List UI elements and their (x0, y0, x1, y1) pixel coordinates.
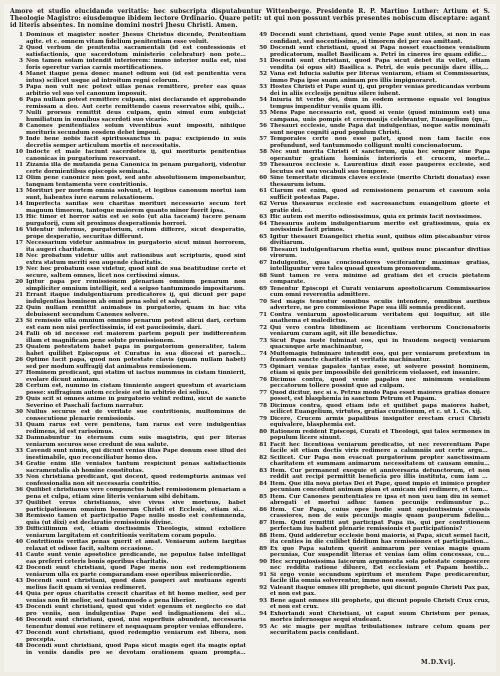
thesis-item (10, 45, 246, 58)
thesis-item (254, 97, 490, 110)
thesis-item (254, 585, 490, 598)
thesis-number: 29 (15, 396, 23, 402)
thesis-number: 68 (259, 272, 267, 279)
thesis-text: Videntur infernus, purgatorium, celum differre, sicut desperatio, prope desperatio, securitas differunt. (26, 227, 246, 240)
thesis-item (254, 234, 490, 247)
thesis-number: 24 (15, 331, 23, 337)
thesis-text: Sed magis tenentur omnibus oculis intendere, omnibus auribus advertere, ne pro commissione Pape sua illi somnia predicent. (270, 298, 490, 311)
thesis-text: Dicimus contra, quod venie papales nec minimum venialium peccatorum tollere possint quo ad culpam. (270, 376, 490, 389)
thesis-text: Bene agant omnes illi prophete, qui dicunt populo Christi Crux crux, et non est crux. (270, 597, 490, 610)
thesis-text: Verus thesaurus ecclesie est sacrosanctum euangelium glorie et gratie dei. (270, 201, 490, 214)
thesis-number: 90 (259, 558, 267, 565)
thesis-text: Papa nullam potest remittere culpam, nisi declarando et approbando remissam a deo. Aut certe remittendo casus reservatos sibi, quibus (26, 97, 246, 110)
thesis-number: 86 (259, 506, 267, 513)
thesis-item (254, 520, 490, 533)
thesis-text: Nulli prorsus remittit deus culpam, quin simul eum subijciat humiliatum in omnibus sacerdoti suo vicario. (26, 110, 246, 123)
thesis-number: 74 (259, 350, 267, 357)
thesis-number: 1 (19, 32, 23, 38)
thesis-number: 85 (259, 493, 267, 500)
thesis-item (10, 422, 246, 435)
thesis-item (254, 455, 490, 468)
thesis-text: Scilicet. Cur Papa non evacuat purgatorium propter sanctissimam charitatem et summam animarum necessitatem ut causam omnium (270, 454, 490, 467)
thesis-text: Docendi sunt christiani, quod Pape mens non est redemptionem veniarum ulla ex parte comparandam esse operibus misericordie. (26, 565, 246, 578)
thesis-item (254, 175, 490, 188)
thesis-number: 30 (15, 409, 23, 415)
thesis-number: 9 (19, 136, 23, 142)
thesis-item (10, 344, 246, 357)
thesis-text: Difficillimum est, etiam doctissimis Theologis, simul extollere veniarum largitatem et contritionis veritatem coram populo. (26, 526, 246, 539)
thesis-text: Quis scit si omnes anime in purgatorio velint redimi, sicut de sancto Severino et Paschali factum narratur. (26, 396, 246, 409)
thesis-text: Qui vero contra libidinem ac licentiam verborum Concionatoris veniarum curam agit, sit ille benedictus. (270, 324, 490, 337)
thesis-item (10, 214, 246, 227)
thesis-text: Ac sic magis per multas tribulationes intrare celum quam per securitatem pacis confidant. (270, 623, 490, 636)
thesis-text: Hic autem est merito odiosissimus, quia ex primis facit novissimos. (270, 214, 482, 220)
thesis-item (10, 240, 246, 253)
thesis-item (10, 383, 246, 396)
thesis-item (10, 357, 246, 370)
thesis-number: 69 (259, 285, 267, 292)
thesis-number: 71 (259, 311, 267, 318)
thesis-number: 25 (15, 344, 23, 350)
thesis-number: 46 (15, 617, 23, 623)
thesis-text: Contra veniarum apostolicarum veritatem qui loquitur, sit ille anathema et maledictus. (270, 311, 490, 324)
thesis-number: 60 (259, 175, 267, 181)
thesis-item (10, 526, 246, 539)
thesis-text: Hec scrupulosissima laicorum argumenta sola potestate compescere nec reddita ratione diluere, Est ecclesiam et Papam hostibus (270, 558, 490, 571)
thesis-number: 5 (19, 84, 23, 90)
thesis-number: 78 (259, 402, 267, 409)
thesis-number: 67 (259, 259, 267, 266)
thesis-text: Quod verbum de penitentia sacramentali (id est confessionis et satisfactionis, que sacerdotum ministerio celebratur) non potest (26, 45, 246, 58)
thesis-item (10, 461, 246, 474)
thesis-number: 18 (15, 253, 23, 259)
thesis-number: 76 (259, 376, 267, 383)
thesis-number: 41 (15, 552, 23, 558)
thesis-text: Docendi sunt christiani, quod qui videt egenum et neglecto eo dat pro veniis, non indulgentias Pape sed indignationem dei sibi (26, 604, 246, 617)
thesis-item (10, 253, 246, 266)
thesis-number: 28 (15, 383, 23, 389)
thesis-text: Rationem reddent Episcopi, Curati et Theologi, qui tales sermones in populum licere sinunt. (270, 428, 490, 441)
thesis-item (254, 149, 490, 162)
thesis-number: 16 (15, 227, 23, 233)
date-footer: M.D.Xvij. (421, 659, 456, 666)
thesis-item (10, 201, 246, 214)
thesis-item (10, 292, 246, 305)
thesis-text: Thesauros ecclesie s. Laurentius dixit esse pauperes ecclesie, sed locutus est usu vocabuli suo tempore. (270, 162, 490, 175)
thesis-text: Docendi sunt christiani, quod, nisi superfluis abundent, necessaria tenentur domui sue retinere et nequaquam propter venias effundere. (26, 617, 246, 630)
thesis-item (10, 305, 246, 318)
thesis-item (10, 513, 246, 526)
thesis-text: Valeant itaque omnes illi prophete, qui dicunt populo Christi Pax pax, et non est pax. (270, 584, 490, 597)
theses-columns (10, 32, 490, 656)
thesis-item (10, 331, 246, 344)
thesis-item (10, 487, 246, 500)
thesis-text: Remissio tamen et participatio Pape nullo modo est contemnenda, quia (ut dixi) est declaratio remissionis divine. (26, 513, 246, 526)
thesis-text: Ex quo Papa salutem querit animarum per venias magis quam pecunias, Cur suspendit literas et venias iam olim concessas, cum (270, 545, 490, 558)
thesis-number: 31 (15, 422, 23, 428)
thesis-number: 15 (15, 214, 23, 220)
thesis-item (254, 611, 490, 624)
document-header: Amore et studio elucidande veritatis: hec subscripta disputabuntur Wittenberge. Presidente R. P. Martino Luther: Artium et S. Theologie Magistro: eiusdemque ibidem lectore Ordinario. Quare petit: ut qui non possunt verbis presentes nobiscum disceptare: agant id literis absentes. In nomine domini nostri Jhesu Christi. Amen. (10, 8, 490, 29)
thesis-item (254, 312, 490, 325)
thesis-number: 52 (259, 71, 267, 77)
thesis-number: 59 (259, 162, 267, 168)
thesis-number: 91 (259, 571, 267, 578)
thesis-text: Iniuria fit verbo dei, dum in eodem sermone equale vel longius tempus impenditur veniis quam illi. (270, 97, 490, 110)
thesis-item (10, 84, 246, 97)
thesis-item (254, 559, 490, 572)
thesis-text: Docendi sunt christiani, quod si Papa nosset exactiones venialium predicatorum, mallet Basilicam s. Petri in cineres ire quam edificari (270, 45, 490, 58)
thesis-text: Non christiana predicant, qui docent, quod redempturis animas vel confessionalia non sit necessaria contritio. (26, 474, 246, 487)
thesis-text: Tenentur Episcopi et Curati veniarum apostolicarum Commissarios cum omni reverentia admittere. (270, 285, 490, 298)
thesis-item (10, 318, 246, 331)
thesis-item (10, 500, 246, 513)
thesis-number: 3 (19, 58, 23, 64)
thesis-item (254, 481, 490, 494)
thesis-text: Quin nullam remittit animabus in purgatorio, quam in hac vita debuissent secundum Canones solvere. (26, 305, 246, 318)
thesis-text: Non tamen solam intendit interiorem: immo interior nulla est, nisi foris operetur varias carnis mortificationes. (26, 58, 246, 71)
thesis-text: Facit hec licentiosa veniarum predicatio, ut nec reverentiam Pape facile sit etiam doctis viris redimere a calumniis aut certe argutis (270, 441, 490, 454)
thesis-text: Quia per opus charitatis crescit charitas et fit homo melior, sed per venias non fit melior, sed tantummodo a pena liberior. (26, 591, 246, 604)
thesis-item (254, 403, 490, 416)
thesis-text: Nec sunt merita Christi et sanctorum, quia hec semper sine Papa operantur gratiam hominis interioris et crucem, mortem (270, 149, 490, 162)
thesis-text: Manet itaque pena donec manet odium sui (id est penitentia vera intus) scilicet usque ad introitum regni celorum. (26, 71, 246, 84)
thesis-number: 73 (259, 337, 267, 344)
thesis-text: Falli ob id necesse est maiorem partem populi per indifferentem illam et magnificam pene solute promissionem. (26, 331, 246, 344)
thesis-text: Sine temeritate dicimus claves ecclesie (merito Christi donatas) esse thesaurum istum. (270, 175, 490, 188)
thesis-number: 10 (15, 149, 23, 155)
thesis-item (254, 598, 490, 611)
thesis-item (254, 110, 490, 123)
thesis-item (10, 630, 246, 643)
thesis-item (254, 123, 490, 136)
thesis-number: 11 (15, 162, 23, 168)
thesis-number: 77 (259, 389, 267, 396)
right-column (254, 32, 490, 656)
thesis-item (10, 617, 246, 630)
thesis-item (10, 396, 246, 409)
thesis-number: 45 (15, 604, 23, 610)
thesis-item (254, 188, 490, 201)
thesis-item (254, 442, 490, 455)
thesis-text: Si ergo venie secundum spiritum et mentem Pape predicarentur, facile illa omnia solverentur, immo non essent. (270, 571, 490, 584)
thesis-item (10, 123, 246, 136)
thesis-number: 12 (15, 175, 23, 181)
thesis-item (254, 624, 490, 637)
thesis-number: 92 (259, 584, 267, 591)
thesis-number: 80 (259, 428, 267, 435)
thesis-text: Cavendi sunt nimis, qui dicunt venias illas Pape donum esse illud dei inestimabile, quo reconciliatur homo deo. (26, 448, 246, 461)
thesis-text: Optime facit papa, quod non potestate clavis (quam nullam habet) sed per modum suffragij dat animabus remissionem. (26, 357, 246, 370)
thesis-text: Inde bene nobis facit spiritussanctus in papa: excipiendo in suis decretis semper articulum mortis et necessitatis. (26, 136, 246, 149)
thesis-item (10, 604, 246, 617)
thesis-number: 33 (15, 448, 23, 454)
thesis-number: 51 (259, 58, 267, 64)
thesis-text: Docendi sunt christiani, quod venie Pape sunt utiles, si non in eas confidant, sed nocentissime, si timorem dei per eas amittant. (270, 32, 490, 45)
thesis-text: Quilibet verus christianus, sive vivus sive mortuus, habet participationem omnium bonorum Christi et Ecclesie, etiam sine (26, 500, 246, 513)
thesis-number: 44 (15, 591, 23, 597)
thesis-item (10, 71, 246, 84)
thesis-text: Mens Pape necessario est, quod si venie (quod minimum est) una campana, unis pompis et ceremonijs celebrantur, Euangelium (quod (270, 110, 490, 123)
thesis-number: 70 (259, 298, 267, 305)
thesis-text: Contritionis veritas penas querit et amat. Veniarum autem largitas relaxat et odisse facit, saltem occasione. (26, 539, 246, 552)
thesis-text: Damnabuntur in eternum cum suis magistris, qui per literas veniarum securos sese credunt de sua salute. (26, 435, 246, 448)
thesis-number: 87 (259, 519, 267, 526)
thesis-item (10, 643, 246, 656)
thesis-item (254, 45, 490, 58)
thesis-text: Hostes Christi et Pape sunt ij, qui propter venias predicandas verbum dei in aliis ecclesijs penitus silere iubent. (270, 84, 490, 97)
thesis-text: Quod dicitur, nec si s. Petrus modo Papa esset maiores gratias donare posset, est blasphemia in sanctum Petrum et Papam. (270, 389, 490, 402)
thesis-item (254, 533, 490, 546)
thesis-text: Quam rarus est vere penitens, tam rarus est vere indulgentias redimens, id est rarissimus. (26, 422, 246, 435)
thesis-text: Papa non vult nec potest ullas penas remittere, preter eas quas arbitrio vel suo vel canonum imposuit. (26, 84, 246, 97)
thesis-text: Si remissio ulla omnium omnino penarum potest alicui dari, certum est eam non nisi perfectissimis, id est paucissimis, dari. (26, 318, 246, 331)
thesis-number: 26 (15, 357, 23, 363)
thesis-number: 20 (15, 279, 23, 285)
thesis-text: Thesauri ecclesie, unde Papa dat indulgentias, neque satis nominati sunt neque cogniti apud populum Christi. (270, 123, 490, 136)
thesis-item (10, 188, 246, 201)
thesis-item (254, 84, 490, 97)
thesis-number: 40 (15, 539, 23, 545)
thesis-item (10, 578, 246, 591)
thesis-text: Morituri per mortem omnia solvunt, et legibus canonum mortui iam sunt, habentes iure earum relaxationem. (26, 188, 246, 201)
thesis-text: Nullus securus est de veritate sue contritionis, multominus de consecutione plenarie remissionis. (26, 409, 246, 422)
thesis-number: 35 (15, 474, 23, 480)
thesis-text: Igitur papa per remissionem plenariam omnium penarum non simpliciter omnium intelligit, sed a seipso tantummodo impositarum. (26, 279, 246, 292)
thesis-text: Hic timor et horror satis est se solo (ut alia taceam) facere penam purgatorij, cum sit proximus desperationis horrori. (26, 214, 246, 227)
thesis-text: Docendi sunt christiani, quod Papa sicut magis eget ita magis optat in veniis dandis pro se devotam orationem quam promptam (26, 643, 246, 656)
thesis-item (254, 507, 490, 520)
thesis-text: Necessarium videtur animabus in purgatorio sicut minui horrorem, ita augeri charitatem. (26, 240, 246, 253)
thesis-text: Dicere, Crucem armis papalibus insigniter erectam cruci Christi equivalere, blasphemia est. (270, 415, 490, 428)
thesis-text: Item. Cur Papa, cuius opes hodie sunt opulentissimis crassis crassiores, non de suis pecunijs magis quam pauperum fidelium (270, 506, 490, 519)
thesis-item (10, 565, 246, 578)
thesis-number: 49 (259, 32, 267, 38)
thesis-text: Olim pene canonice non post, sed ante absolutionem imponebantur, tanquam tentamenta vere contritionis. (26, 175, 246, 188)
thesis-text: Canones penitentiales solum viventibus sunt impositi, nihilque morituris secundum eosdem debet imponi. (26, 123, 246, 136)
thesis-number: 54 (259, 97, 267, 103)
thesis-text: Opinari venias papales tantas esse, ut solvere possint hominem, etiam si quis per impossibile dei genitricem violasset, est insanire. (270, 363, 490, 376)
thesis-text: Clarum est enim, quod ad remissionem penarum et casuum sola sufficit potestas Pape. (270, 188, 490, 201)
thesis-text: Imperfecta sanitas seu charitas morituri necessario secum fert magnum timorem, tantoque maiorem quanto minor fuerit ipsa. (26, 201, 246, 214)
thesis-item (254, 162, 490, 175)
thesis-number: 72 (259, 324, 267, 331)
thesis-number: 89 (259, 545, 267, 552)
thesis-item (254, 201, 490, 214)
thesis-number: 32 (15, 435, 23, 441)
thesis-text: Exhortandi sunt Christiani, ut caput suum Christum per penas, mortes infernosque sequi studeant. (270, 610, 490, 623)
thesis-text: Temporales certe non esse patet, quod non tam facile eos profundunt, sed tantummodo colligunt multi concionatorum. (270, 136, 490, 149)
thesis-item (254, 351, 490, 364)
thesis-number: 88 (259, 532, 267, 539)
thesis-number: 39 (15, 526, 23, 532)
thesis-number: 43 (15, 578, 23, 584)
thesis-item (254, 429, 490, 442)
thesis-item (10, 227, 246, 240)
thesis-item (10, 149, 246, 162)
thesis-text: Nec probatum videtur ullis aut rationibus aut scripturis, quod sint extra statum meriti seu augende charitatis. (26, 253, 246, 266)
thesis-number: 81 (259, 441, 267, 448)
thesis-number: 94 (259, 610, 267, 617)
thesis-number: 95 (259, 623, 267, 630)
thesis-item (10, 474, 246, 487)
thesis-number: 4 (19, 71, 23, 77)
thesis-number: 6 (19, 97, 23, 103)
thesis-text: Item. Quid remittit aut participat Papa iis, qui per contritionem perfectam ius habent plenarie remissionis et participationis? (270, 519, 490, 532)
thesis-number: 55 (259, 110, 267, 116)
thesis-text: Multomagis fulminare intendit eos, qui per veniarum pretextum in fraudem sancte charitatis et veritatis machinantur. (270, 350, 490, 363)
thesis-item (10, 162, 246, 175)
thesis-number: 23 (15, 318, 23, 324)
thesis-text: Dominus et magister noster Jhesus Christus dicendo, Penitentiam agite. et c. omnem vitam fidelium penitentiam esse voluit. (26, 32, 246, 45)
thesis-item (254, 286, 490, 299)
thesis-text: Docendi sunt christiani, quod redemptio veniarum est libera, non precepta. (26, 630, 246, 643)
thesis-number: 7 (19, 110, 23, 116)
thesis-number: 27 (15, 370, 23, 376)
thesis-number: 34 (15, 461, 23, 467)
thesis-number: 37 (15, 500, 23, 506)
thesis-number: 47 (15, 630, 23, 636)
thesis-number: 17 (15, 240, 23, 246)
thesis-item (10, 110, 246, 123)
thesis-number: 38 (15, 513, 23, 519)
thesis-text: Item. Cur Canones penitentiales re ipsa et non usu iam diu in semet abrogati et mortui adhuc tamen pecunijs redimuntur per (270, 493, 490, 506)
thesis-item (10, 136, 246, 149)
thesis-text: Sunt tamen re vera minime ad gratiam dei et crucis pietatem comparate. (270, 272, 490, 285)
thesis-text: Item. Quid adderetur ecclesie boni maioris, si Papa, sicut semel facit, ita centies in die cuilibet fidelium has remissiones et participationes (270, 532, 490, 545)
thesis-text: Sicut Papa iuste fulminat eos, qui in fraudem negocij veniarum quacunque arte machinantur, (270, 337, 490, 350)
thesis-number: 13 (15, 188, 23, 194)
thesis-text: Errant itaque indulgentiarum predicatores ij, qui dicunt per pape indulgentias hominem ab omni pena solui et salvari. (26, 292, 246, 305)
thesis-number: 42 (15, 565, 23, 571)
thesis-number: 50 (259, 45, 267, 51)
thesis-item (10, 175, 246, 188)
thesis-item (10, 58, 246, 71)
thesis-number: 79 (259, 415, 267, 422)
thesis-item (254, 299, 490, 312)
thesis-number: 48 (15, 643, 23, 649)
thesis-item (254, 390, 490, 403)
thesis-item (254, 377, 490, 390)
thesis-number: 36 (15, 487, 23, 493)
thesis-text: Hominem predicant, qui statim ut iactus nummus in cistam tinnierit, evolare dicunt animam. (26, 370, 246, 383)
thesis-item (254, 273, 490, 286)
thesis-number: 56 (259, 123, 267, 129)
thesis-text: Thesauri indulgentiarum rhetia sunt, quibus nunc piscantur divitias virorum. (270, 246, 490, 259)
thesis-item (254, 338, 490, 351)
thesis-number: 14 (15, 201, 23, 207)
thesis-number: 65 (259, 233, 267, 240)
thesis-text: Vana est fiducia salutis per literas veniarum, etiam si Commissarius, immo Papa ipse suam animam pro illis impignoraret. (270, 71, 490, 84)
thesis-item (254, 71, 490, 84)
thesis-text: Docendi sunt christiani, quod dans pauperi aut mutuans egenti melius facit quam si venias redimeret. (26, 578, 246, 591)
thesis-number: 75 (259, 363, 267, 370)
thesis-item (254, 58, 490, 71)
thesis-item (10, 435, 246, 448)
thesis-number: 61 (259, 188, 267, 194)
thesis-number: 82 (259, 454, 267, 461)
thesis-number: 57 (259, 136, 267, 142)
thesis-number: 19 (15, 266, 23, 272)
thesis-item (254, 221, 490, 234)
thesis-number: 83 (259, 467, 267, 474)
thesis-item (254, 364, 490, 377)
thesis-number: 66 (259, 246, 267, 253)
thesis-number: 21 (15, 292, 23, 298)
thesis-item (254, 416, 490, 429)
left-column (10, 32, 246, 656)
thesis-text: Zizania illa de mutanda pena Canonica in penam purgatorij, videntur certe dormientibus episcopis seminata. (26, 162, 246, 175)
thesis-item (254, 325, 490, 338)
thesis-number: 2 (19, 45, 23, 51)
thesis-item (254, 260, 490, 273)
thesis-item (254, 247, 490, 260)
thesis-text: Igitur thesauri Euangelici rhetia sunt, quibus olim piscabantur viros divitiarum. (270, 233, 490, 246)
thesis-text: Docendi sunt christiani, quod Papa sicut debet ita vellet, etiam vendita (si opus sit) Basilica s. Petri, de suis pecunijs dare illis, a (270, 58, 490, 71)
thesis-item (10, 97, 246, 110)
thesis-item (10, 370, 246, 383)
thesis-item (254, 572, 490, 585)
thesis-text: Gratie enim ille veniales tantum respiciunt penas satisfactionis sacramentalis ab homine constitutas. (26, 461, 246, 474)
thesis-item (254, 136, 490, 149)
thesis-number: 22 (15, 305, 23, 311)
thesis-item (10, 539, 246, 552)
thesis-item (10, 591, 246, 604)
thesis-text: Certum est, nummo in cistam tinniente augeri questum et avariciam posse: suffragium autem ecclesie est in arbitrio dei solius. (26, 383, 246, 396)
thesis-text: Indulgentie, quas concionatores vociferantur maximas gratias, intelliguntur vere tales quoad questum promovendum. (270, 259, 490, 272)
thesis-item (10, 552, 246, 565)
thesis-item (254, 546, 490, 559)
thesis-number: 63 (259, 214, 267, 220)
thesis-text: Qualem potestatem habet papa in purgatorium generaliter, talem habet quilibet Episcopus et Curatus in sua diocesi et parochia (26, 344, 246, 357)
thesis-number: 64 (259, 220, 267, 227)
thesis-item (254, 494, 490, 507)
thesis-text: Caute sunt venie apostolice predicande, ne populus false intelligat eas preferri ceteris bonis operibus charitatis. (26, 552, 246, 565)
thesis-number: 58 (259, 149, 267, 155)
thesis-number: 53 (259, 84, 267, 90)
thesis-number: 62 (259, 201, 267, 207)
thesis-item (10, 448, 246, 461)
broadsheet-page (4, 4, 496, 672)
thesis-item (10, 279, 246, 292)
thesis-item (10, 32, 246, 45)
thesis-item (254, 32, 490, 45)
thesis-text: Quilibet christianus vere compunctus habet remissionem plenariam a pena et culpa, etiam sine literis veniarum sibi debitam. (26, 487, 246, 500)
thesis-text: Item. Cur permanent exequie et anniversaria defunctorum, et non reddit aut recipi permittit beneficia pro illis instituta, cum iam sit (270, 467, 490, 480)
thesis-text: Nec hoc probatum esse videtur, quod sint de sua beatitudine certe et secure, saltem omnes, licet nos certissimi simus. (26, 266, 246, 279)
thesis-item (10, 409, 246, 422)
thesis-item (254, 468, 490, 481)
thesis-text: Thesaurus autem indulgentiarum merito est gratissimus, quia ex novissimis facit primos. (270, 220, 490, 233)
thesis-text: Item. Que illa nova pietas Dei et Pape, quod impio et inimico propter pecuniam concedunt animam piam et amicam dei redimere, et tamen (270, 480, 490, 493)
thesis-number: 8 (19, 123, 23, 129)
thesis-number: 93 (259, 597, 267, 604)
thesis-number: 84 (259, 480, 267, 487)
thesis-item (10, 266, 246, 279)
thesis-text: Indocte et male faciunt sacerdotes ij, qui morituris penitentias canonicas in purgatorium reservant. (26, 149, 246, 162)
thesis-text: Dicimus contra, quod etiam iste et quilibet papa maiores habet, scilicet Euangelium, virtutes, gratias curationum, et c. ut 1. Co. xij. (270, 402, 490, 415)
